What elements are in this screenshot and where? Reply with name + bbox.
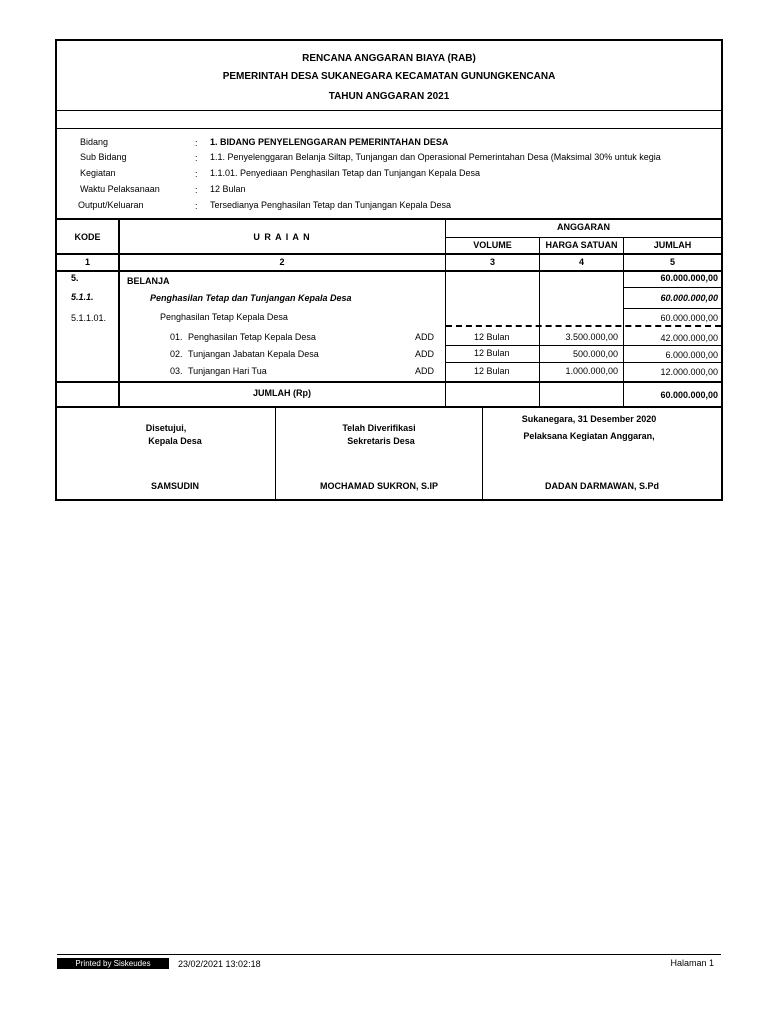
item-jumlah: 6.000.000,00: [665, 350, 718, 360]
footer-line: [57, 954, 721, 955]
item-volume: 12 Bulan: [474, 348, 510, 358]
total-top-border: [57, 381, 721, 383]
sign-middle-line2: Sekretaris Desa: [347, 436, 415, 446]
info-sep: :: [195, 153, 198, 163]
item-volume: 12 Bulan: [474, 332, 510, 342]
row-jumlah: 60.000.000,00: [660, 313, 718, 323]
col-header-harga: HARGA SATUAN: [545, 240, 618, 250]
item-tag: ADD: [415, 332, 435, 342]
info-label-sub-bidang: Sub Bidang: [80, 152, 127, 162]
divider: [57, 110, 721, 111]
info-label-waktu: Waktu Pelaksanaan: [80, 184, 160, 194]
anggaran-divider: [446, 237, 721, 238]
sign-right-line2: Pelaksana Kegiatan Anggaran,: [523, 431, 655, 441]
sign-left-line2: Kepala Desa: [148, 436, 202, 446]
col-number-2: 2: [279, 257, 285, 267]
item-harga: 1.000.000,00: [565, 366, 618, 376]
doc-year: TAHUN ANGGARAN 2021: [328, 91, 450, 102]
row-divider: [446, 345, 721, 346]
row-jumlah: 60.000.000,00: [660, 293, 718, 303]
row-uraian: Penghasilan Tetap dan Tunjangan Kepala Desa: [150, 293, 352, 303]
col-line-kode: [118, 219, 120, 407]
item-uraian: Tunjangan Hari Tua: [188, 366, 267, 376]
sign-middle-line1: Telah Diverifikasi: [342, 423, 416, 433]
col-number-4: 4: [578, 257, 584, 267]
row-divider: [624, 308, 721, 309]
item-volume: 12 Bulan: [474, 366, 510, 376]
info-label-output: Output/Keluaran: [78, 200, 144, 210]
col-header-uraian: U R A I A N: [253, 232, 311, 242]
info-value-output: Tersedianya Penghasilan Tetap dan Tunjangan Kepala Desa: [210, 200, 452, 210]
item-no: 03.: [170, 366, 183, 376]
info-value-kegiatan: 1.1.01. Penyediaan Penghasilan Tetap dan Tunjangan Kepala Desa: [210, 168, 481, 178]
table-top-border: [57, 218, 721, 220]
info-sep: :: [195, 138, 198, 148]
item-no: 02.: [170, 349, 183, 359]
doc-title: RENCANA ANGGARAN BIAYA (RAB): [302, 53, 476, 64]
info-sep: :: [195, 201, 198, 211]
detail-dash-line: [446, 325, 721, 327]
col-header-kode: KODE: [74, 232, 101, 242]
info-value-bidang: 1. BIDANG PENYELENGGARAN PEMERINTAHAN DESA: [210, 137, 449, 147]
row-kode: 5.: [71, 273, 79, 283]
col-number-5: 5: [669, 257, 675, 267]
col-header-anggaran: ANGGARAN: [557, 222, 610, 232]
item-no: 01.: [170, 332, 183, 342]
row-uraian: BELANJA: [127, 276, 170, 286]
total-label: JUMLAH (Rp): [253, 388, 311, 398]
item-tag: ADD: [415, 349, 435, 359]
info-label-bidang: Bidang: [80, 137, 109, 147]
row-divider: [446, 362, 721, 363]
page-number: Halaman 1: [670, 958, 714, 968]
sign-right-name: DADAN DARMAWAN, S.Pd: [545, 481, 659, 491]
info-label-kegiatan: Kegiatan: [80, 168, 116, 178]
item-uraian: Penghasilan Tetap Kepala Desa: [188, 332, 316, 342]
col-number-1: 1: [84, 257, 90, 267]
col-number-3: 3: [489, 257, 495, 267]
printed-by-badge: Printed by Siskeudes: [57, 958, 169, 969]
info-sep: :: [195, 185, 198, 195]
item-tag: ADD: [415, 366, 435, 376]
col-header-jumlah: JUMLAH: [653, 240, 692, 250]
row-jumlah: 60.000.000,00: [660, 273, 718, 283]
sign-left-line1: Disetujui,: [145, 423, 187, 433]
row-kode: 5.1.1.01.: [71, 313, 107, 323]
sign-middle-name: MOCHAMAD SUKRON, S.IP: [319, 481, 438, 491]
total-bottom-border: [57, 406, 721, 408]
row-uraian: Penghasilan Tetap Kepala Desa: [160, 312, 288, 322]
info-value-sub-bidang: 1.1. Penyelenggaran Belanja Siltap, Tunjangan dan Operasional Pemerintahan Desa (Maksimal 30% untuk kegia: [210, 152, 661, 162]
info-sep: :: [195, 169, 198, 179]
item-uraian: Tunjangan Jabatan Kepala Desa: [188, 349, 319, 359]
row-divider: [624, 287, 721, 288]
header-bottom-border: [57, 253, 721, 255]
sign-left-name: SAMSUDIN: [150, 481, 199, 491]
number-row-bottom-border: [57, 270, 721, 272]
item-jumlah: 12.000.000,00: [660, 367, 718, 377]
info-value-waktu: 12 Bulan: [210, 184, 246, 194]
total-value: 60.000.000,00: [660, 390, 718, 400]
print-timestamp: 23/02/2021 13:02:18: [178, 959, 261, 969]
item-jumlah: 42.000.000,00: [660, 333, 718, 343]
row-kode: 5.1.1.: [71, 292, 94, 302]
divider: [57, 128, 721, 129]
item-harga: 3.500.000,00: [565, 332, 618, 342]
sign-right-date: Sukanegara, 31 Desember 2020: [521, 414, 657, 424]
doc-subtitle: PEMERINTAH DESA SUKANEGARA KECAMATAN GUNUNGKENCANA: [222, 71, 556, 82]
item-harga: 500.000,00: [572, 349, 618, 359]
col-header-volume: VOLUME: [473, 240, 512, 250]
